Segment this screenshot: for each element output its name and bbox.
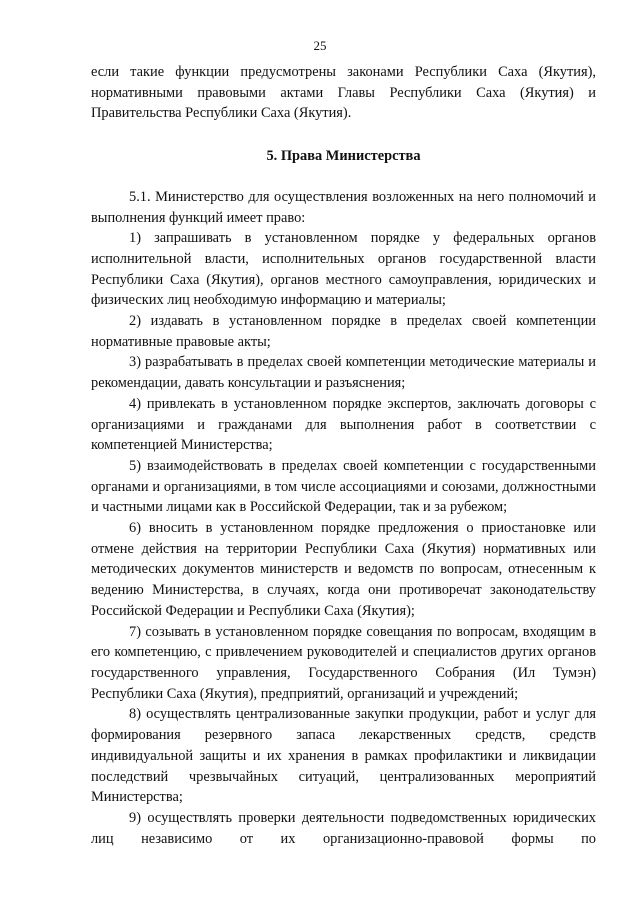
list-item: 7) созывать в установленном порядке совещания по вопросам, входящим в его компетенцию, с привлечением руководителей и специалистов других органов государственного управления, Государственного Собрания (Ил Тумэн) Республики Саха (Якутия), предприятий, организаций и учреждений;	[91, 623, 596, 702]
list-item: 4) привлекать в установленном порядке экспертов, заключать договоры с организациями и гражданами для выполнения работ в соответствии с компетенцией Министерства;	[91, 395, 596, 454]
list-item: 3) разрабатывать в пределах своей компетенции методические материалы и рекомендации, давать консультации и разъяснения;	[91, 354, 596, 392]
list-item: 6) вносить в установленном порядке предложения о приостановке или отмене действия на территории Республики Саха (Якутия) нормативных или методических документов министерств и ведомств по вопросам, отнесенным к ведению Министерства, в случаях, когда они противоречат законодательству Российской Федерации и Республики Саха (Якутия);	[91, 520, 596, 619]
page-number: 25	[313, 38, 327, 53]
list-item: 8) осуществлять централизованные закупки продукции, работ и услуг для формирования резервного запаса лекарственных средств, средств индивидуальной защиты и их хранения в рамках профилактики и ликвидации последствий чрезвычайных ситуаций, централизованных мероприятий Министерства;	[91, 706, 596, 806]
list-item: 1) запрашивать в установленном порядке у федеральных органов исполнительной власти, исполнительных органов государственной власти Республики Саха (Якутия), органов местного самоуправления, юридических и физических лиц необходимую информацию и материалы;	[91, 230, 596, 309]
intro-paragraph: 5.1. Министерство для осуществления возложенных на него полномочий и выполнения функций имеет право:	[91, 188, 596, 226]
list-item: 2) издавать в установленном порядке в пределах своей компетенции нормативные правовые акты;	[91, 313, 596, 350]
document-body	[91, 62, 596, 849]
list-item: 5) взаимодействовать в пределах своей компетенции с государственными органами и организациями, в том числе ассоциациями и союзами, должностными и частными лицами как в Российской Федерации, так и за рубежом;	[91, 457, 596, 516]
paragraph-continuation: если такие функции предусмотрены законами Республики Саха (Якутия), нормативными правовыми актами Главы Республики Саха (Якутия) и Правительства Республики Саха (Якутия).	[91, 64, 596, 122]
list-item-truncated: 9) осуществлять проверки деятельности подведомственных юридических лиц независимо от их организационно-правовой формы по	[91, 809, 596, 847]
section-title: 5. Права Министерства	[266, 148, 421, 165]
